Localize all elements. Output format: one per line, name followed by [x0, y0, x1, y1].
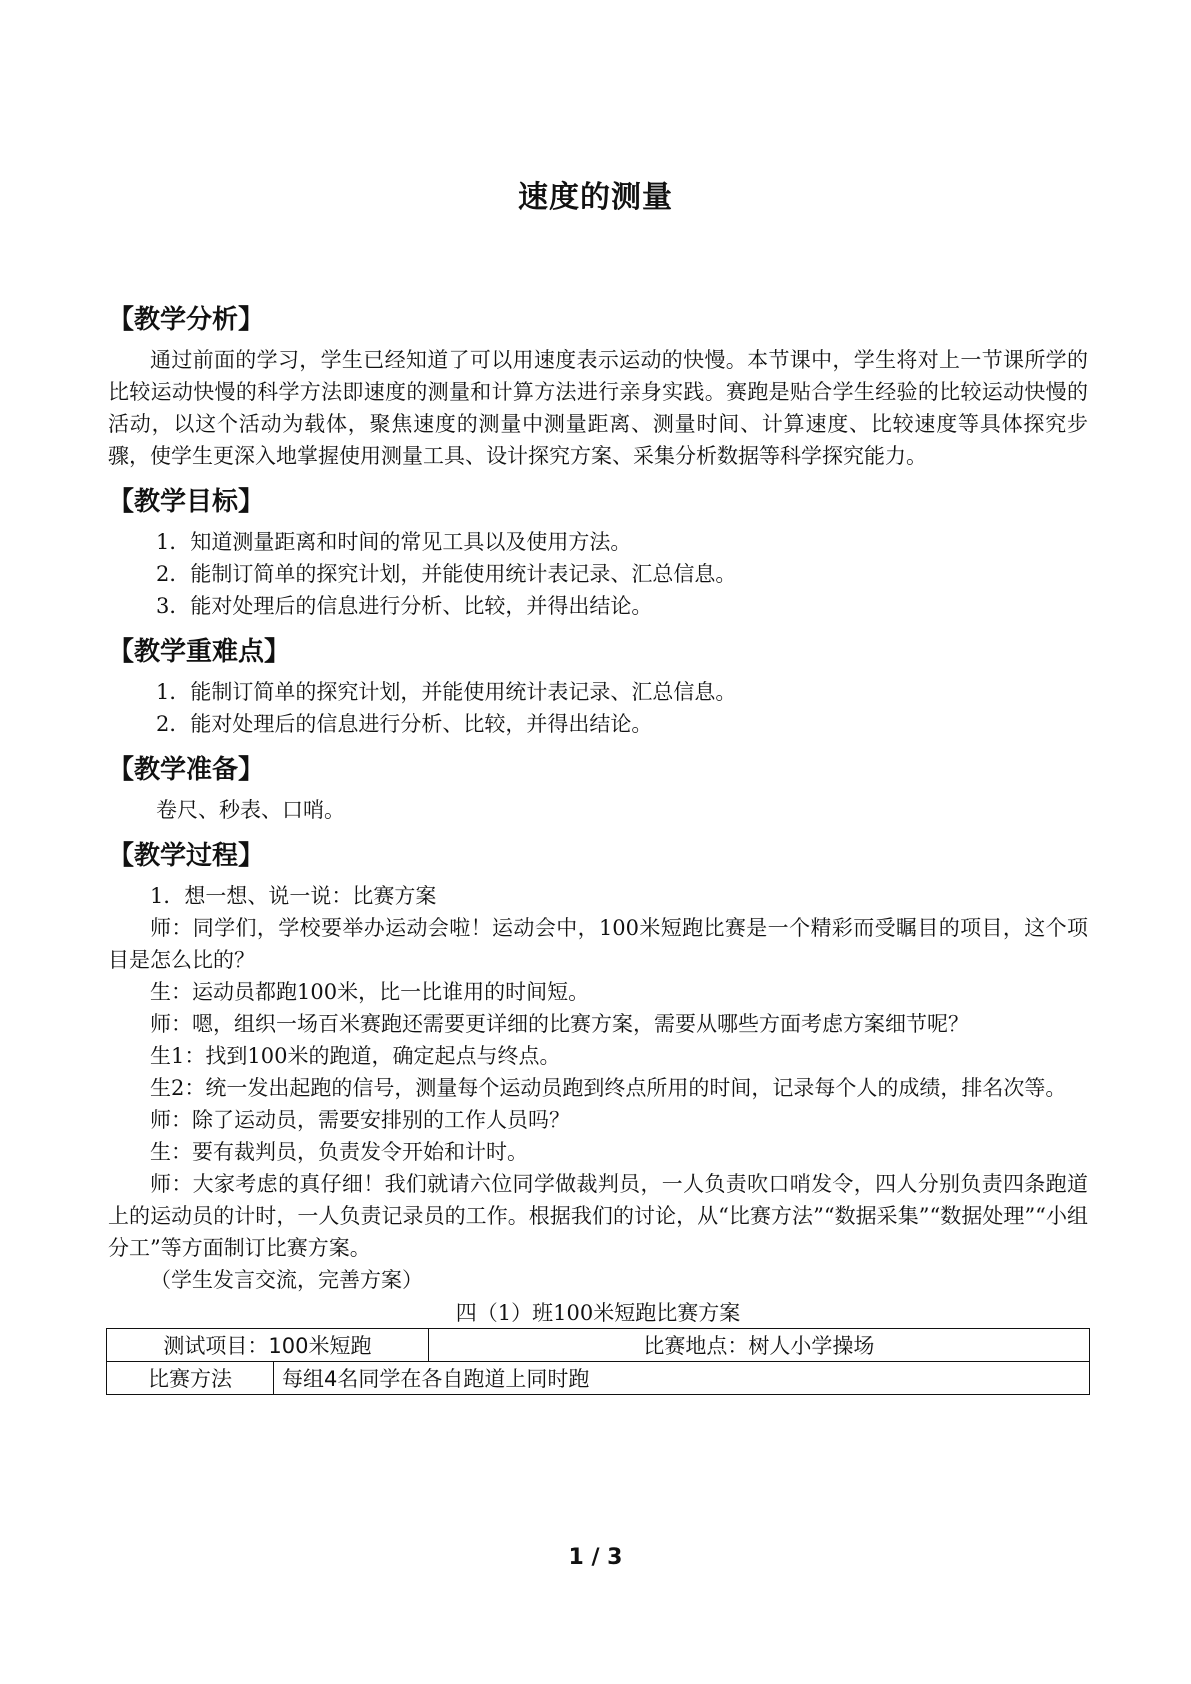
section-heading: 【教学准备】: [108, 755, 265, 785]
list-item: 2．能制订简单的探究计划，并能使用统计表记录、汇总信息。: [156, 562, 737, 586]
list-item: 1．知道测量距离和时间的常见工具以及使用方法。: [156, 530, 632, 554]
page-number: 1 / 3: [568, 1545, 623, 1570]
process-line: 1．想一想、说一说：比赛方案: [150, 884, 437, 908]
competition-plan-table: [106, 1328, 1090, 1395]
table-cell: 比赛方法: [107, 1362, 274, 1395]
section-heading: 【教学分析】: [108, 305, 265, 335]
section-heading: 【教学过程】: [108, 841, 265, 871]
section-heading: 【教学重难点】: [108, 637, 291, 667]
section-goals: [108, 482, 1088, 622]
process-line: 师：大家考虑的真仔细！我们就请六位同学做裁判员，一人负责吹口哨发令，四人分别负责四条跑道上的运动员的计时，一人负责记录员的工作。根据我们的讨论，从“比赛方法”“数据采集”“数据处理”“小组分工”等方面制订比赛方案。: [108, 1172, 1088, 1260]
table-cell: 测试项目：100米短跑: [107, 1329, 429, 1362]
process-line: 师：同学们，学校要举办运动会啦！运动会中，100米短跑比赛是一个精彩而受瞩目的项目，这个项目是怎么比的？: [108, 916, 1088, 972]
table-caption: 四（1）班100米短跑比赛方案: [455, 1301, 741, 1325]
document-title: 速度的测量: [518, 180, 673, 215]
process-line: 生：要有裁判员，负责发令开始和计时。: [150, 1140, 528, 1164]
table-cell: 比赛地点：树人小学操场: [428, 1329, 1089, 1362]
process-line: 生2：统一发出起跑的信号，测量每个运动员跑到终点所用的时间，记录每个人的成绩，排名次等。: [150, 1076, 1067, 1100]
process-line: 生1：找到100米的跑道，确定起点与终点。: [150, 1044, 561, 1068]
analysis-paragraph: 通过前面的学习，学生已经知道了可以用速度表示运动的快慢。本节课中，学生将对上一节课所学的比较运动快慢的科学方法即速度的测量和计算方法进行亲身实践。赛跑是贴合学生经验的比较运动快慢的活动，以这个活动为载体，聚焦速度的测量中测量距离、测量时间、计算速度、比较速度等具体探究步骤，使学生更深入地掌握使用测量工具、设计探究方案、采集分析数据等科学探究能力。: [108, 348, 1088, 468]
document-body: [108, 300, 1088, 1405]
table-cell: 每组4名同学在各自跑道上同时跑: [274, 1362, 1090, 1395]
process-line: 师：除了运动员，需要安排别的工作人员吗？: [150, 1108, 570, 1132]
list-item: 1．能制订简单的探究计划，并能使用统计表记录、汇总信息。: [156, 680, 737, 704]
section-heading: 【教学目标】: [108, 487, 265, 517]
prep-materials: 卷尺、秒表、口哨。: [156, 798, 345, 822]
process-line: 师：嗯，组织一场百米赛跑还需要更详细的比赛方案，需要从哪些方面考虑方案细节呢？: [150, 1012, 969, 1036]
section-keypoints: [108, 632, 1088, 740]
section-analysis: [108, 300, 1088, 472]
section-process: [108, 836, 1088, 1395]
list-item: 3．能对处理后的信息进行分析、比较，并得出结论。: [156, 594, 653, 618]
list-item: 2．能对处理后的信息进行分析、比较，并得出结论。: [156, 712, 653, 736]
section-prep: [108, 750, 1088, 826]
table-row: [107, 1362, 1090, 1395]
process-line: 生：运动员都跑100米，比一比谁用的时间短。: [150, 980, 590, 1004]
process-line: （学生发言交流，完善方案）: [150, 1268, 423, 1292]
table-row: [107, 1329, 1090, 1362]
